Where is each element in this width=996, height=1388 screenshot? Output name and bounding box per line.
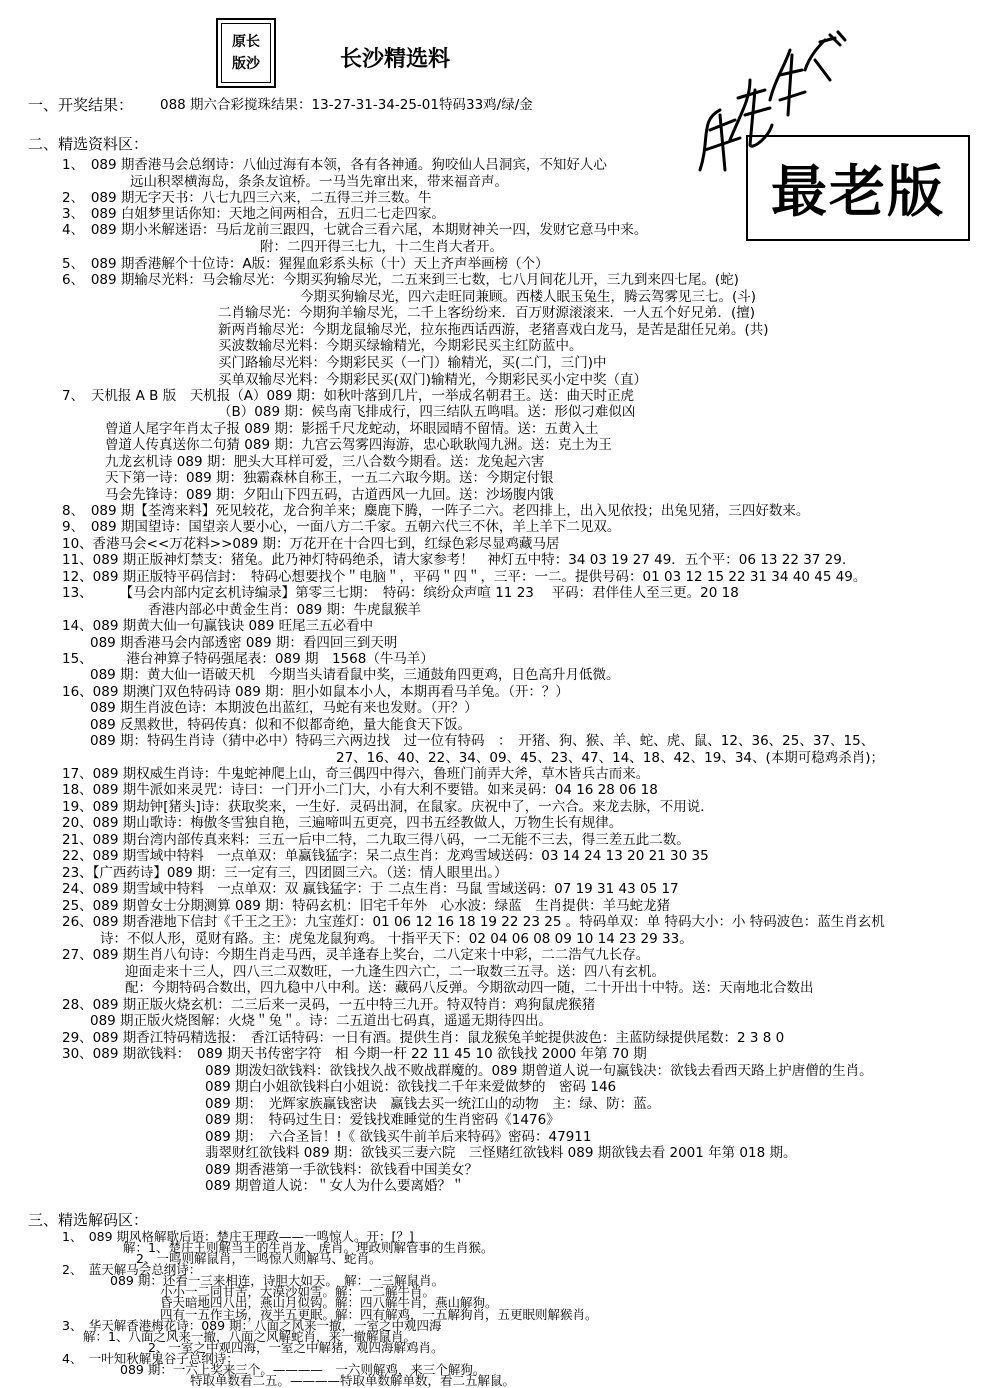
data-line: 13、 【马会内部内定玄机诗编录】第零三七期： 特码：缤纷众声喧 11 23 平码：君伴佳人至三更。20 18: [62, 585, 739, 601]
data-line: 1、 089 期香港马会总纲诗：八仙过海有本领，各有各神通。狗咬仙人吕洞宾，不知好人心: [62, 157, 607, 173]
data-line: 6、 089 期输尽光料：马会输尽光：今期买狗输尽光，二五来到三七数，七八月间花儿开，三九到来四七尾。(蛇): [62, 272, 739, 288]
data-line: 今期买狗输尽光，四六走旺同兼顾。西楼人眠玉兔生，腾云驾雾见三七。(斗): [300, 289, 757, 305]
data-line: 26、089 期香港地下信封《千王之王》：九宝莲灯：01 06 12 16 18 19 22 23 25 。特码单双：单 特码大小：小 特码波色：蓝生肖玄机: [62, 914, 885, 930]
decode-line: 2、一鸣则解鼠肖，一鸣惊人则解马、蛇肖。: [136, 1251, 382, 1266]
decode-line: 4、 一叶知秋解鬼谷子总纲诗：: [62, 1351, 239, 1366]
decode-line: 1、 089 期风格解歇后语：楚庄王理政——一鸣惊人。开：[？]: [62, 1229, 414, 1244]
data-line: 089 期香港第一手欲钱料：欲钱看中国美女？: [205, 1162, 479, 1178]
data-line: 5、 089 期香港解个十位诗：A版：猩猩血彩系头标（十）天上齐声举画榜（个）: [62, 256, 549, 272]
data-line: 诗：不似人形，觅财有路。主：虎兔龙鼠狗鸡。 十指平天下：02 04 06 08 09 10 14 23 29 33。: [100, 931, 693, 947]
data-line: 17、089 期权威生肖诗：牛鬼蛇神爬上山，奇三偶四中得六，鲁班门前弄大斧，草木皆兵古而来。: [62, 766, 650, 782]
data-line: 16、089 期澳门双色特码诗 089 期：胆小如鼠本小人，本期再看马羊兔。（开：？）: [62, 684, 569, 700]
data-line: 买门路输尽光料：今期彩民买（一门）输精光，买(二门，三门)中: [218, 355, 607, 371]
data-line: 25、089 期曾女士分期测算 089 期：特码玄机：旧宅千年外 心水波：绿蓝 生肖提供：羊马蛇龙猪: [62, 898, 671, 914]
data-line: 曾道人尾字年肖太子报 089 期：影摇千尺龙蛇动，坏眼园晴不留情。送：五黄入土: [105, 421, 599, 437]
data-line: 15、 港台神算子特码强尾表：089 期 1568（牛马羊）: [62, 651, 434, 667]
data-line: 14、089 期黄大仙一句赢钱诀 089 旺尾三五必看中: [62, 618, 374, 634]
data-line: 8、 089 期【荃湾来料】死见较花，龙合狗羊来；麋鹿下腾，一阵子二六。老四排上，出入见依投；出兔见猪，三四好数来。: [62, 503, 810, 519]
data-line: 11、089 期正版神灯禁支：猪兔。此乃神灯特码绝杀，请大家参考！ 神灯五中特：34 03 19 27 49．五个平：06 13 22 37 29.: [62, 552, 847, 568]
decode-line: 2、 蓝天解马会总纲诗：: [62, 1262, 202, 1277]
data-line: 27、16、40、22、34、09、45、23、47、14、18、42、19、34、(本期可稳鸡杀肖)；: [336, 750, 885, 766]
data-line: 曾道人传真送你二句猜 089 期：九宫云驾雾四海游，忠心耿耿闯九洲。送：克土为王: [105, 437, 612, 453]
data-line: 28、089 期正版火烧玄机：二三后来一灵码，一五中特三九开。特双特肖：鸡狗鼠虎猴猪: [62, 997, 596, 1013]
data-line: 2、 089 期无字天书：八七九四三六来，二五得三并三数。牛: [62, 190, 432, 206]
decode-line: 2、一室之中观四海，一室之中解猪，观四海解鸡肖。: [148, 1340, 444, 1355]
data-line: 21、089 期台湾内部传真来料：三五一后中二特，二九取三得八码，一二无能不三去，得三差五此二数。: [62, 832, 690, 848]
decode-line: 089 期：还看一三来相连，诗胆大如天。 解：一三解鼠肖。: [110, 1273, 445, 1288]
data-line: 远山积翠横海岛，条条友谊桥。一马当先窜出来，带来福音声。: [130, 174, 508, 190]
decode-line: 089 期：一六上奖来三个。———— 一六则解鸡，来三个解狗。: [120, 1362, 486, 1377]
data-line: 23、【广西药诗】089 期：三一定有三，四团圆三六。（送：情人眼里出。）: [62, 865, 508, 881]
data-line: 089 期： 特码过生日：爱钱找难睡觉的生肖密码《1476》: [205, 1112, 560, 1128]
data-line: 27、089 期生肖八句诗：今期生肖走马西，灵羊逢春上奖台，二八定来十中彩，二二浩气九长存。: [62, 947, 650, 963]
data-line: 10、香港马会<<万花料>>089 期：万花开在十合四七到，红绿色彩尽显鸡藏马居: [62, 536, 560, 552]
data-line: 089 期：特码生肖诗（猜中必中）特码三六两边找 过一位有特码 ： 开猪、狗、猴、羊、蛇、虎、鼠、12、36、25、37、15、: [90, 733, 875, 749]
data-line: 翡翠财红欲钱料 089 期：欲钱买三妻六院 三怪赌红欲钱料 089 期欲钱去看 2001 年第 018 期。: [205, 1145, 797, 1161]
data-line: 二肖输尽光：今期狗羊输尽光，二千上客纷纷来．百万财源滚滚来．一人五个好兄弟．(擅): [218, 305, 756, 321]
decode-line: 解：1、八面之风来一撤，八面之风解蛇肖，来一撤解鼠肖。: [83, 1329, 416, 1344]
data-line: 配：今期特码合数出，四九稳中八中利。送：藏码八反弹。今期欲动四一随，二十开出十中特。送：天南地北合数出: [125, 980, 814, 996]
decode-line: 特取单数看二五。————特取单数解单数，看二五解鼠。: [190, 1373, 516, 1388]
data-line: 九龙玄机诗 089 期：肥头大耳样可爱，三八合数今期看。送：龙兔起六害: [105, 454, 545, 470]
data-line: 22、089 期雪域中特料 一点单双：单赢钱猛字：呆二点生肖：龙鸡雪域送码：03 14 24 13 20 21 30 35: [62, 848, 709, 864]
stamp-line-1: 原长: [232, 34, 260, 50]
decode-line: 解：1、楚庄王则解当王的生肖龙、虎肖。理政则解管事的生肖猴。: [123, 1240, 494, 1255]
data-line: 买单双输尽光料：今期彩民买(双门)输精光，今期彩民买小定中奖（直）: [218, 372, 648, 388]
data-line: 18、089 期牛派如来灵咒：诗曰：一门开小二门大，小有大利不要错。如来灵码：04 16 28 06 18: [62, 782, 658, 798]
decode-line: 3、 华天解香港梅花诗：089 期：八面之风来一撤，一室之中观四海: [62, 1318, 442, 1333]
section-2-heading: 二、精选资料区：: [28, 135, 149, 153]
decode-line: 四有一五作主场，夜半五更眠。解：四有解鸡，一五解狗肖，五更眠则解猴肖。: [160, 1307, 598, 1322]
edition-badge: 最老版: [746, 135, 970, 241]
decode-line: 小小一二同甘苦，大漠沙如雪。解：一二解牛肖。: [160, 1284, 436, 1299]
data-line: 9、 089 期国望诗：国望亲人要小心，一面八方二千家。五朝六代三不休，羊上羊下二见双。: [62, 519, 621, 535]
section-3-heading: 三、精选解码区：: [28, 1211, 149, 1229]
data-line: 089 反黑救世，特码传真：似和不似都奇绝，量大能食天下饭。: [90, 717, 472, 733]
data-line: 3、 089 白姐梦里话你知：天地之间两相合，五归二七走四家。: [62, 206, 445, 222]
data-line: 20、089 期山歌诗：梅傲冬雪独自艳，三遍啼叫五更亮，四书五经教做人，万物生长有规律。: [62, 815, 623, 831]
section-1-heading: 一、开奖结果：: [28, 96, 134, 114]
data-line: 19、089 期劫钟[猪头]诗：获取奖来，一生好．灵码出洞，在鼠家。庆祝中了，一六合。来龙去脉，不用说．: [62, 799, 714, 815]
data-line: 新两肖输尽光：今期龙鼠输尽光，拉东拖西话西游，老猪喜戏白龙马，是苦是甜任兄弟。(共): [218, 322, 769, 338]
data-line: 089 期香港马会内部透密 089 期：看四回三到天明: [90, 635, 398, 651]
draw-result-text: 088 期六合彩搅珠结果：13-27-31-34-25-01特码33鸡/绿/金: [160, 97, 533, 113]
data-line: （B）089 期：候鸟南飞排成行，四三结队五鸣唱。送：形似刁难似凶: [218, 404, 636, 420]
data-line: 089 期生肖波色诗：本期波色出蓝红，马蛇有来也发财。（开？）: [90, 700, 478, 716]
data-line: 089 期： 六合圣旨！!《 欲钱买牛前羊后来特码》密码：47911: [205, 1129, 592, 1145]
data-line: 089 期正版火烧图解：火烧＂兔＂。诗：二五道出七码真，遥遥无期待四出。: [90, 1013, 553, 1029]
data-line: 089 期泼妇欲钱料：欲钱找久战不败战群魔的。089 期曾道人说一句赢钱决：欲钱去看西天路上护唐僧的生肖。: [205, 1063, 873, 1079]
stamp-line-2: 版沙: [232, 56, 260, 72]
data-line: 天下第一诗：089 期：独霸森林自称王，一五二六取今期。送：今期定付银: [105, 470, 554, 486]
data-line: 4、 089 期小米解迷语：马后龙前三跟四，七就合三看六尾，本期财神关一四，发财它意马中来。: [62, 222, 648, 238]
data-line: 7、 天机报 A B 版 天机报（A）089 期：如秋叶落到几片，一举成名朝君王。送：曲天时正虎: [62, 388, 635, 404]
data-line: 香港内部必中黄金生肖：089 期：牛虎鼠猴羊: [148, 602, 422, 618]
data-line: 买波数输尽光料：今期买绿输精光，今期彩民买主红防蓝中。: [218, 338, 583, 354]
data-line: 迎面走来十三人，四八三二双数旺，一九逢生四六亡，二一取数三五寻。送：四八有玄机。: [125, 964, 665, 980]
data-line: 30、089 期欲钱料： 089 期天书传密字符 相 今期一杆 22 11 45 10 欲钱找 2000 年第 70 期: [62, 1046, 647, 1062]
data-line: 马会先锋诗：089 期：夕阳山下四五码，古道西风一九回。送：沙场腹内饿: [105, 487, 554, 503]
decode-line: 昏天暗地四八出，燕山月似钩。解：四八解牛肖，燕山解狗。: [160, 1295, 498, 1310]
edition-stamp: [216, 18, 276, 88]
page-title: 长沙精选料: [340, 47, 451, 72]
data-line: 089 期白小姐欲钱料白小姐说：欲钱找二千年来爱做梦的 密码 146: [205, 1079, 617, 1095]
data-line: 089 期： 光辉家族赢钱密诀 赢钱去买一统江山的动物 主：绿、防：蓝。: [205, 1096, 661, 1112]
data-line: 12、089 期正版特平码信封： 特码心想要找个＂电脑＂，平码＂四＂，三平：一二。提供号码：01 03 12 15 22 31 34 40 45 49。: [62, 569, 867, 585]
data-line: 附：二四开得三七九，十二生肖大者开。: [260, 239, 503, 255]
data-line: 24、089 期雪域中特料 一点单双：双 赢钱猛字：于 二点生肖：马鼠 雪域送码：07 19 31 43 05 17: [62, 881, 679, 897]
data-line: 089 期曾道人说：＂女人为什么要离婚？＂: [205, 1178, 465, 1194]
data-line: 089 期：黄大仙一语破天机 今期当头请看鼠中奖，三通鼓角四更鸡，日色高升月低微。: [90, 667, 620, 683]
data-line: 29、089 期香江特码精选报： 香江话特码：一日有酒。提供生肖：鼠龙猴兔羊蛇提供波色：主蓝防绿提供尾数：2 3 8 0: [62, 1030, 785, 1046]
